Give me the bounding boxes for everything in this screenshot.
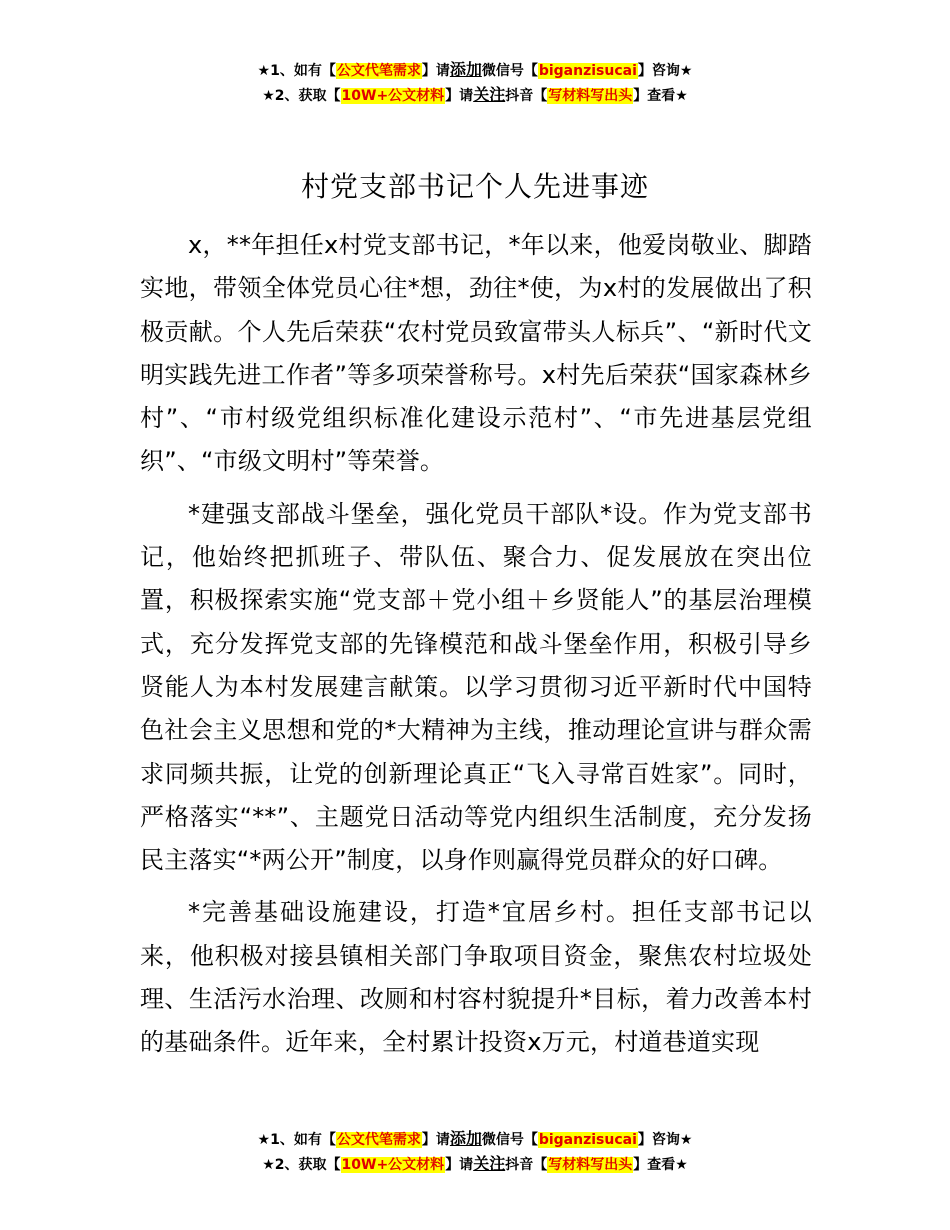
promo-underlined: 关注	[473, 1154, 506, 1173]
promo-underlined: 添加	[449, 60, 482, 79]
promo-text: 微信号【	[481, 1132, 538, 1148]
promo-underlined: 添加	[449, 1129, 482, 1148]
promo-line-1	[0, 58, 950, 83]
promo-line-2	[0, 1152, 950, 1177]
promo-text: ★2、获取【	[262, 88, 341, 104]
promo-text: ★1、如有【	[257, 1132, 336, 1148]
promo-highlight: 公文代笔需求	[336, 63, 421, 79]
promo-text: 】查看★	[633, 1157, 688, 1173]
promo-underlined: 关注	[473, 85, 506, 104]
promo-line-2	[0, 83, 950, 108]
promo-text: 】查看★	[633, 88, 688, 104]
paragraph-infrastructure: *完善基础设施建设，打造*宜居乡村。担任支部书记以来，他积极对接县镇相关部门争取项目资金，聚焦农村垃圾处理、生活污水治理、改厕和村容村貌提升*目标，着力改善本村的基础条件。近年来，全村累计投资x万元，村道巷道实现	[140, 898, 812, 1057]
promo-text: 抖音【	[505, 88, 548, 104]
paragraph-party-building: *建强支部战斗堡垒，强化党员干部队*设。作为党支部书记，他始终把抓班子、带队伍、聚合力、促发展放在突出位置，积极探索实施“党支部＋党小组＋乡贤能人”的基层治理模式，充分发挥党支部的先锋模范和战斗堡垒作用，积极引导乡贤能人为本村发展建言献策。以学习贯彻习近平新时代中国特色社会主义思想和党的*大精神为主线，推动理论宣讲与群众需求同频共振，让党的创新理论真正“飞入寻常百姓家”。同时，严格落实“**”、主题党日活动等党内组织生活制度，充分发扬民主落实“*两公开”制度，以身作则赢得党员群众的好口碑。	[140, 499, 812, 875]
promo-text: ★2、获取【	[262, 1157, 341, 1173]
paragraph-intro: x，**年担任x村党支部书记，*年以来，他爱岗敬业、脚踏实地，带领全体党员心往*想，劲往*使，为x村的发展做出了积极贡献。个人先后荣获“农村党员致富带头人标兵”、“新时代文明实践先进工作者”等多项荣誉称号。x村先后荣获“国家森林乡村”、“市村级党组织标准化建设示范村”、“市先进基层党组织”、“市级文明村”等荣誉。	[140, 231, 812, 476]
promo-text: 】请	[421, 63, 450, 79]
promo-highlight: biganzisucai	[538, 1132, 637, 1148]
document-title: 村党支部书记个人先进事迹	[300, 170, 649, 203]
header-promo-banner	[0, 58, 950, 108]
promo-text: ★1、如有【	[257, 63, 336, 79]
promo-text: 】咨询★	[637, 63, 693, 79]
promo-text: 】咨询★	[637, 1132, 693, 1148]
promo-text: 】请	[445, 1157, 474, 1173]
document-body	[140, 224, 812, 1074]
promo-text: 】请	[421, 1132, 450, 1148]
promo-highlight: biganzisucai	[538, 63, 637, 79]
footer-promo-banner	[0, 1127, 950, 1177]
promo-highlight: 10W+公文材料	[341, 88, 445, 104]
promo-highlight: 公文代笔需求	[336, 1132, 421, 1148]
promo-highlight: 写材料写出头	[548, 1157, 633, 1173]
promo-line-1	[0, 1127, 950, 1152]
promo-highlight: 10W+公文材料	[341, 1157, 445, 1173]
promo-text: 抖音【	[505, 1157, 548, 1173]
promo-highlight: 写材料写出头	[548, 88, 633, 104]
promo-text: 微信号【	[481, 63, 538, 79]
promo-text: 】请	[445, 88, 474, 104]
